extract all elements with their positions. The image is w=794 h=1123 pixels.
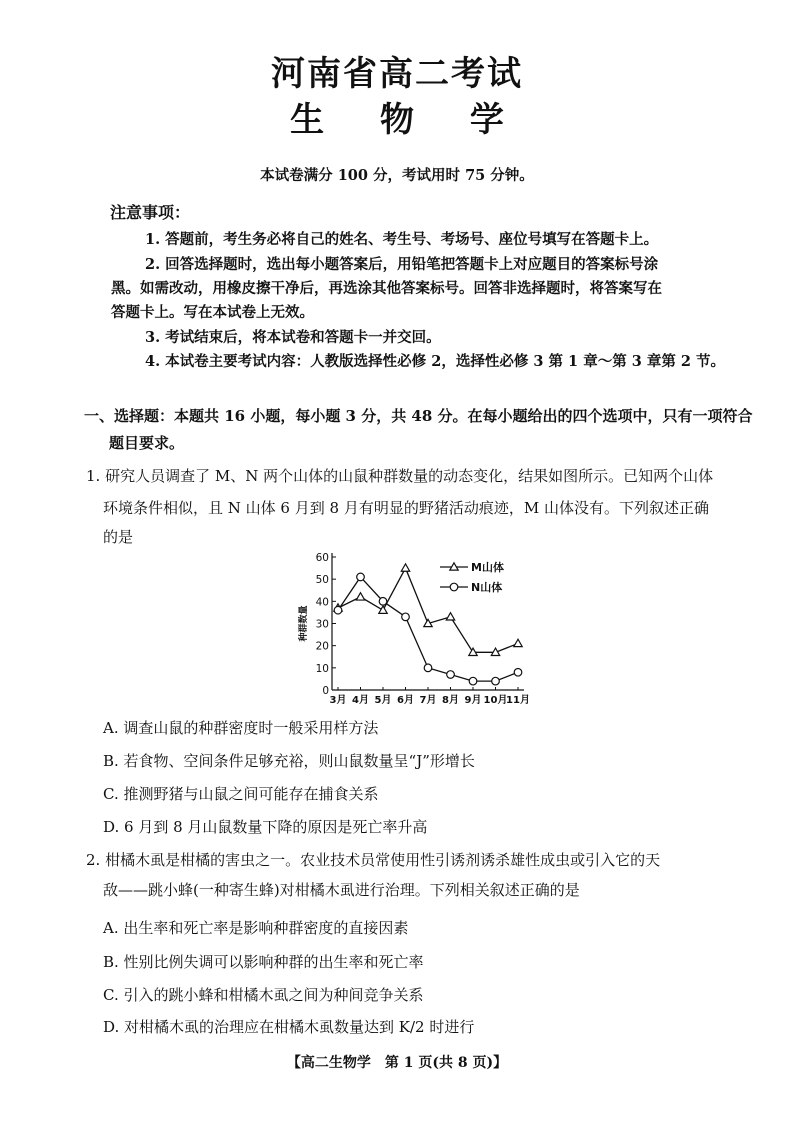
notice-line: 黑。如需改动，用橡皮擦干净后，再选涂其他答案标号。回答非选择题时，将答案写在: [111, 280, 662, 297]
q2-option-c: C. 引入的跳小蜂和柑橘木虱之间为种间竞争关系: [103, 986, 424, 1004]
x-tick-label: 4月: [352, 695, 369, 706]
notice-line: 4. 本试卷主要考试内容：人教版选择性必修 2，选择性必修 3 第 1 章～第 3 章第 2 节。: [145, 353, 726, 370]
legend-marker: [450, 583, 458, 591]
data-point: [492, 677, 500, 685]
y-tick-label: 50: [315, 574, 329, 587]
exam-title: 河南省高二考试: [271, 54, 523, 94]
data-point: [401, 564, 409, 571]
section-heading: 一、选择题：本题共 16 小题，每小题 3 分，共 48 分。在每小题给出的四个选项中，只有一项符合: [84, 407, 753, 425]
subject-char-1: 生: [290, 100, 325, 140]
x-tick-label: 5月: [374, 695, 392, 706]
y-tick-label: 40: [315, 596, 329, 609]
population-chart: [290, 545, 540, 710]
q1-stem-line: 的是: [103, 528, 134, 546]
data-point: [334, 606, 342, 614]
section-heading-cont: 题目要求。: [109, 434, 185, 452]
data-point: [446, 613, 454, 620]
data-point: [402, 613, 410, 621]
notice-heading: 注意事项：: [110, 203, 191, 222]
data-point: [514, 639, 522, 646]
q1-option-c: C. 推测野猪与山鼠之间可能存在捕食关系: [103, 785, 379, 803]
notice-line: 2. 回答选择题时，选出每小题答案后，用铅笔把答题卡上对应题目的答案标号涂: [145, 256, 659, 273]
y-tick-label: 20: [315, 640, 329, 653]
data-point: [469, 677, 477, 685]
q1-option-a: A. 调查山鼠的种群密度时一般采用样方法: [103, 719, 379, 737]
y-tick-label: 0: [322, 685, 329, 697]
exam-info: 本试卷满分 100 分，考试用时 75 分钟。: [260, 167, 534, 184]
q1-option-d: D. 6 月到 8 月山鼠数量下降的原因是死亡率升高: [103, 818, 428, 836]
page-footer: 【高二生物学 第 1 页(共 8 页)】: [286, 1055, 508, 1071]
data-point: [447, 671, 455, 679]
y-tick-label: 10: [315, 662, 329, 675]
x-tick-label: 8月: [442, 695, 459, 706]
legend-label: N山体: [471, 581, 503, 594]
subject-char-3: 学: [469, 100, 504, 140]
legend-label: M山体: [471, 561, 504, 574]
q2-option-b: B. 性别比例失调可以影响种群的出生率和死亡率: [103, 953, 424, 971]
x-tick-label: 7月: [419, 695, 437, 706]
q1-option-b: B. 若食物、空间条件足够充裕，则山鼠数量呈“J”形增长: [103, 752, 475, 770]
subject-char-2: 物: [380, 100, 414, 140]
data-point: [424, 664, 432, 672]
y-tick-label: 60: [315, 552, 329, 564]
q2-option-a: A. 出生率和死亡率是影响种群密度的直接因素: [103, 919, 409, 937]
data-point: [356, 593, 364, 600]
y-tick-label: 30: [315, 618, 329, 631]
notice-line: 3. 考试结束后，将本试卷和答题卡一并交回。: [145, 329, 441, 346]
subject-title: [0, 92, 794, 141]
data-point: [514, 668, 522, 676]
x-tick-label: 11月: [506, 695, 530, 706]
data-point: [379, 606, 387, 613]
x-tick-label: 6月: [397, 695, 414, 706]
x-tick-label: 9月: [464, 695, 482, 706]
y-axis-label: 种群数量: [299, 605, 309, 642]
q1-stem-line: 环境条件相似，且 N 山体 6 月到 8 月有明显的野猪活动痕迹，M 山体没有。下列叙述正确: [103, 499, 709, 517]
q2-option-d: D. 对柑橘木虱的治理应在柑橘木虱数量达到 K/2 时进行: [103, 1018, 475, 1036]
x-tick-label: 3月: [329, 695, 347, 706]
x-tick-label: 10月: [483, 695, 508, 706]
q1-stem-line: 1. 研究人员调查了 M、N 两个山体的山鼠种群数量的动态变化，结果如图所示。已知两个山体: [86, 467, 714, 485]
data-point: [357, 573, 365, 581]
data-point: [379, 598, 387, 606]
q2-stem-line: 2. 柑橘木虱是柑橘的害虫之一。农业技术员常使用性引诱剂诱杀雄性成虫或引入它的天: [86, 851, 661, 869]
q2-stem-line: 敌——跳小蜂(一种寄生蜂)对柑橘木虱进行治理。下列相关叙述正确的是: [103, 881, 580, 899]
notice-line: 1. 答题前，考生务必将自己的姓名、考生号、考场号、座位号填写在答题卡上。: [145, 231, 659, 248]
notice-line: 答题卡上。写在本试卷上无效。: [111, 304, 314, 321]
